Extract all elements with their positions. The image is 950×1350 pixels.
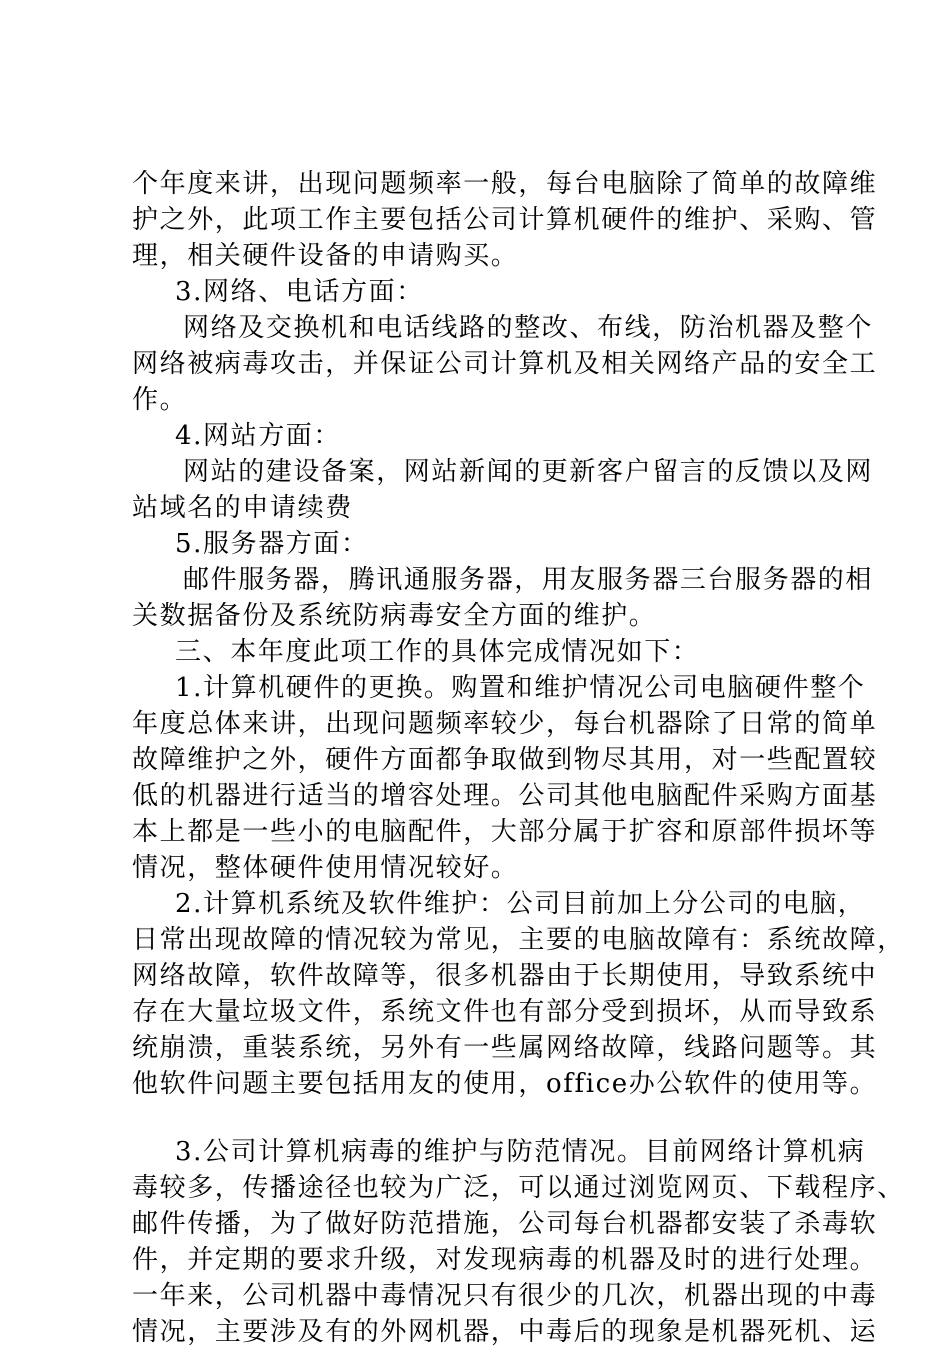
body-line: 护之外，此项工作主要包括公司计算机硬件的维护、采购、管 bbox=[132, 205, 878, 235]
body-line: 网络被病毒攻击，并保证公司计算机及相关网络产品的安全工 bbox=[132, 349, 878, 379]
body-line: 邮件服务器，腾讯通服务器，用友服务器三台服务器的相 bbox=[183, 565, 874, 595]
body-line: 网络及交换机和电话线路的整改、布线，防治机器及整个 bbox=[183, 313, 874, 343]
body-line: 件，并定期的要求升级，对发现病毒的机器及时的进行处理。 bbox=[132, 1245, 878, 1275]
body-line: 邮件传播，为了做好防范措施，公司每台机器都安装了杀毒软 bbox=[132, 1209, 878, 1239]
body-line: 3.公司计算机病毒的维护与防范情况。目前网络计算机病 bbox=[175, 1137, 866, 1167]
body-line: 故障维护之外，硬件方面都争取做到物尽其用，对一些配置较 bbox=[132, 745, 878, 775]
body-line: 毒较多，传播途径也较为广泛，可以通过浏览网页、下载程序、 bbox=[132, 1173, 905, 1203]
body-line: 2.计算机系统及软件维护：公司目前加上分公司的电脑， bbox=[175, 889, 866, 919]
section-heading: 3.网络、电话方面： bbox=[175, 277, 424, 307]
body-line: 站域名的申请续费 bbox=[132, 493, 353, 523]
body-line: 年度总体来讲，出现问题频率较少，每台机器除了日常的简单 bbox=[132, 709, 878, 739]
body-line: 统崩溃，重装系统，另外有一些属网络故障，线路问题等。其 bbox=[132, 1033, 878, 1063]
body-line: 作。 bbox=[132, 385, 188, 415]
body-line: 1.计算机硬件的更换。购置和维护情况公司电脑硬件整个 bbox=[175, 673, 866, 703]
body-line: 网站的建设备案，网站新闻的更新客户留言的反馈以及网 bbox=[183, 457, 874, 487]
body-line: 他软件问题主要包括用友的使用，office办公软件的使用等。 bbox=[132, 1069, 878, 1099]
body-line: 一年来，公司机器中毒情况只有很少的几次，机器出现的中毒 bbox=[132, 1281, 878, 1311]
body-line: 个年度来讲，出现问题频率一般，每台电脑除了简单的故障维 bbox=[132, 169, 878, 199]
body-line: 情况，主要涉及有的外网机器，中毒后的现象是机器死机、运 bbox=[132, 1317, 878, 1347]
body-line: 低的机器进行适当的增容处理。公司其他电脑配件采购方面基 bbox=[132, 781, 878, 811]
body-line: 关数据备份及系统防病毒安全方面的维护。 bbox=[132, 601, 657, 631]
section-heading: 4.网站方面： bbox=[175, 421, 342, 451]
body-line: 本上都是一些小的电脑配件，大部分属于扩容和原部件损坏等 bbox=[132, 817, 878, 847]
body-line: 存在大量垃圾文件，系统文件也有部分受到损坏，从而导致系 bbox=[132, 997, 878, 1027]
body-line: 理，相关硬件设备的申请购买。 bbox=[132, 241, 519, 271]
section-heading: 三、本年度此项工作的具体完成情况如下： bbox=[175, 637, 700, 667]
section-heading: 5.服务器方面： bbox=[175, 529, 369, 559]
body-line: 网络故障，软件故障等，很多机器由于长期使用，导致系统中 bbox=[132, 961, 878, 991]
body-line: 日常出现故障的情况较为常见，主要的电脑故障有：系统故障， bbox=[132, 925, 905, 955]
body-line: 情况，整体硬件使用情况较好。 bbox=[132, 853, 519, 883]
